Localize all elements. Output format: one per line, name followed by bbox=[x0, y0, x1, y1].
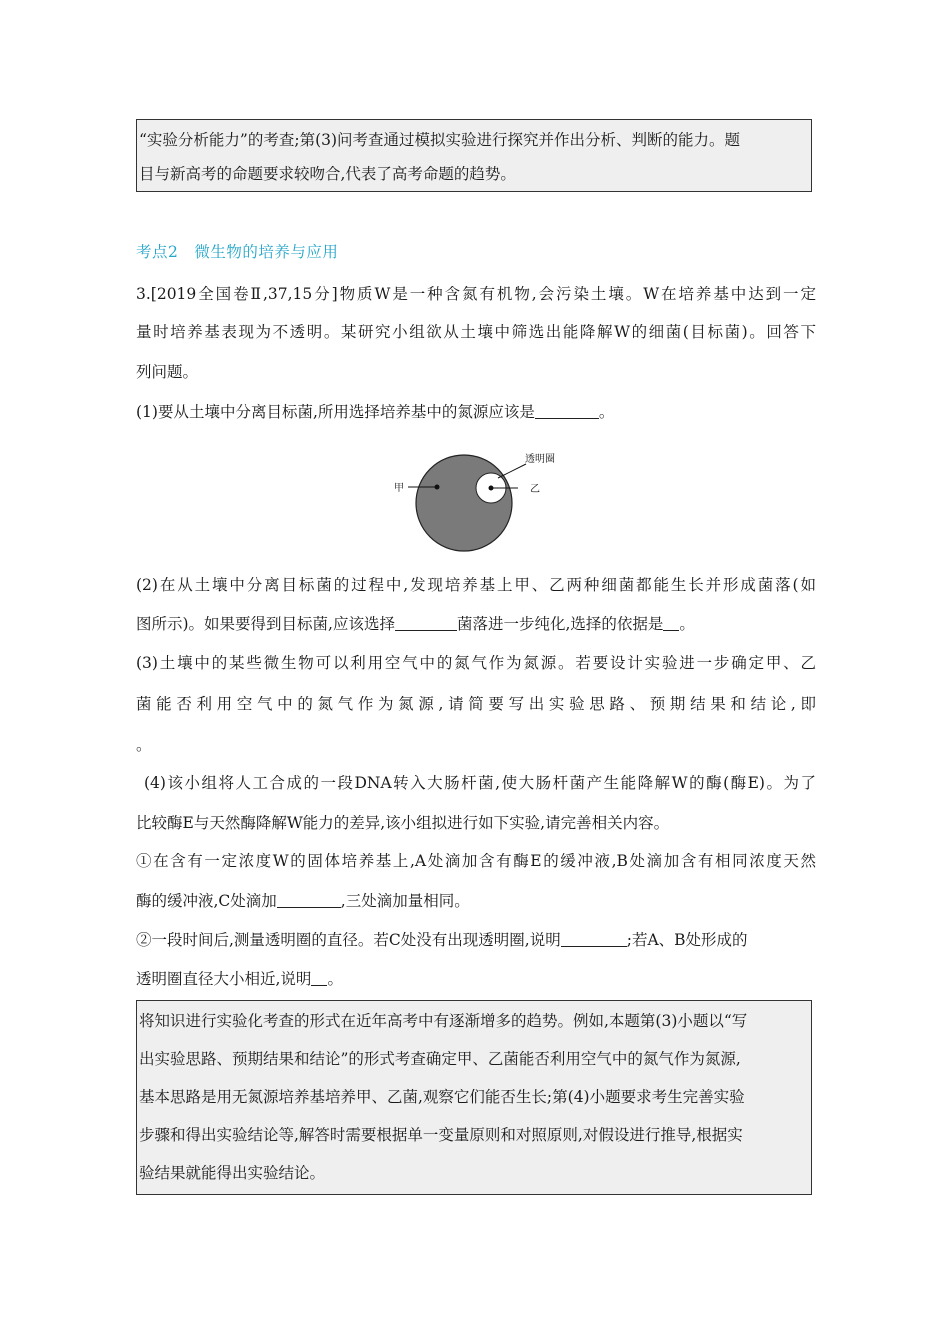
question-part-1 bbox=[136, 400, 816, 422]
question-part-3: 菌能否利用空气中的氮气作为氮源,请简要写出实验思路、预期结果和结论,即 bbox=[136, 695, 816, 713]
answer-blank bbox=[561, 931, 627, 948]
answer-blank bbox=[395, 615, 457, 632]
section-title: 考点2 微生物的培养与应用 bbox=[136, 243, 339, 261]
question-part-2 bbox=[136, 612, 816, 634]
part-2-text: 图所示)。如果要得到目标菌,应该选择 bbox=[136, 615, 395, 633]
step-2-text: 透明圈直径大小相近,说明 bbox=[136, 970, 312, 988]
step-2 bbox=[136, 928, 816, 950]
label-transparent-zone: 透明圈 bbox=[525, 454, 555, 465]
petri-dish-figure bbox=[380, 432, 570, 572]
step-2-text: ②一段时间后,测量透明圈的直径。若C处没有出现透明圈,说明 bbox=[136, 931, 561, 949]
question-stem: 3.[2019全国卷Ⅱ,37,15分]物质W是一种含氮有机物,会污染土壤。W在培养基中达到一定 bbox=[136, 285, 816, 303]
question-stem: 量时培养基表现为不透明。某研究小组欲从土壤中筛选出能降解W的细菌(目标菌)。回答下 bbox=[136, 323, 816, 341]
question-part-2: (2)在从土壤中分离目标菌的过程中,发现培养基上甲、乙两种细菌都能生长并形成菌落(如 bbox=[136, 576, 816, 594]
analysis-line: “实验分析能力”的考查;第(3)问考查通过模拟实验进行探究并作出分析、判断的能力。题 bbox=[139, 131, 741, 149]
part-2-end: 。 bbox=[679, 615, 695, 633]
label-yi: 乙 bbox=[530, 484, 540, 495]
analysis-line: 将知识进行实验化考查的形式在近年高考中有逐渐增多的趋势。例如,本题第(3)小题以“写 bbox=[139, 1012, 748, 1030]
step-2 bbox=[136, 967, 816, 989]
answer-blank bbox=[311, 970, 327, 987]
answer-blank bbox=[535, 403, 599, 420]
step-1: ①在含有一定浓度W的固体培养基上,A处滴加含有酶E的缓冲液,B处滴加含有相同浓度天然 bbox=[136, 852, 816, 870]
part-2-text: 菌落进一步纯化,选择的依据是 bbox=[456, 615, 664, 633]
petri-dish bbox=[416, 455, 512, 551]
analysis-line: 目与新高考的命题要求较吻合,代表了高考命题的趋势。 bbox=[139, 165, 516, 183]
analysis-line: 验结果就能得出实验结论。 bbox=[139, 1164, 326, 1182]
analysis-line: 基本思路是用无氮源培养基培养甲、乙菌,观察它们能否生长;第(4)小题要求考生完善实验 bbox=[139, 1088, 745, 1106]
question-stem: 列问题。 bbox=[136, 363, 199, 381]
answer-blank bbox=[663, 615, 679, 632]
transparent-leader-line bbox=[498, 464, 526, 478]
question-part-4: 比较酶E与天然酶降解W能力的差异,该小组拟进行如下实验,请完善相关内容。 bbox=[136, 814, 670, 832]
step-1-text: ,三处滴加量相同。 bbox=[340, 892, 470, 910]
analysis-box-top bbox=[136, 119, 812, 192]
step-2-end: 。 bbox=[327, 970, 343, 988]
analysis-box-bottom bbox=[136, 1000, 812, 1195]
question-part-4: (4)该小组将人工合成的一段DNA转入大肠杆菌,使大肠杆菌产生能降解W的酶(酶E)。为了 bbox=[144, 774, 816, 792]
step-1-text: 酶的缓冲液,C处滴加 bbox=[136, 892, 277, 910]
question-part-3: (3)土壤中的某些微生物可以利用空气中的氮气作为氮源。若要设计实验进一步确定甲、乙 bbox=[136, 654, 816, 672]
answer-blank bbox=[277, 892, 341, 909]
part-1-text: (1)要从土壤中分离目标菌,所用选择培养基中的氮源应该是 bbox=[136, 403, 535, 421]
step-1 bbox=[136, 889, 816, 911]
question-part-3: 。 bbox=[136, 736, 152, 754]
step-2-text: ;若A、B处形成的 bbox=[626, 931, 748, 949]
analysis-line: 步骤和得出实验结论等,解答时需要根据单一变量原则和对照原则,对假设进行推导,根据实 bbox=[139, 1126, 743, 1144]
label-jia: 甲 bbox=[394, 483, 404, 494]
analysis-line: 出实验思路、预期结果和结论”的形式考查确定甲、乙菌能否利用空气中的氮气作为氮源, bbox=[139, 1050, 741, 1068]
part-1-end: 。 bbox=[598, 403, 615, 421]
